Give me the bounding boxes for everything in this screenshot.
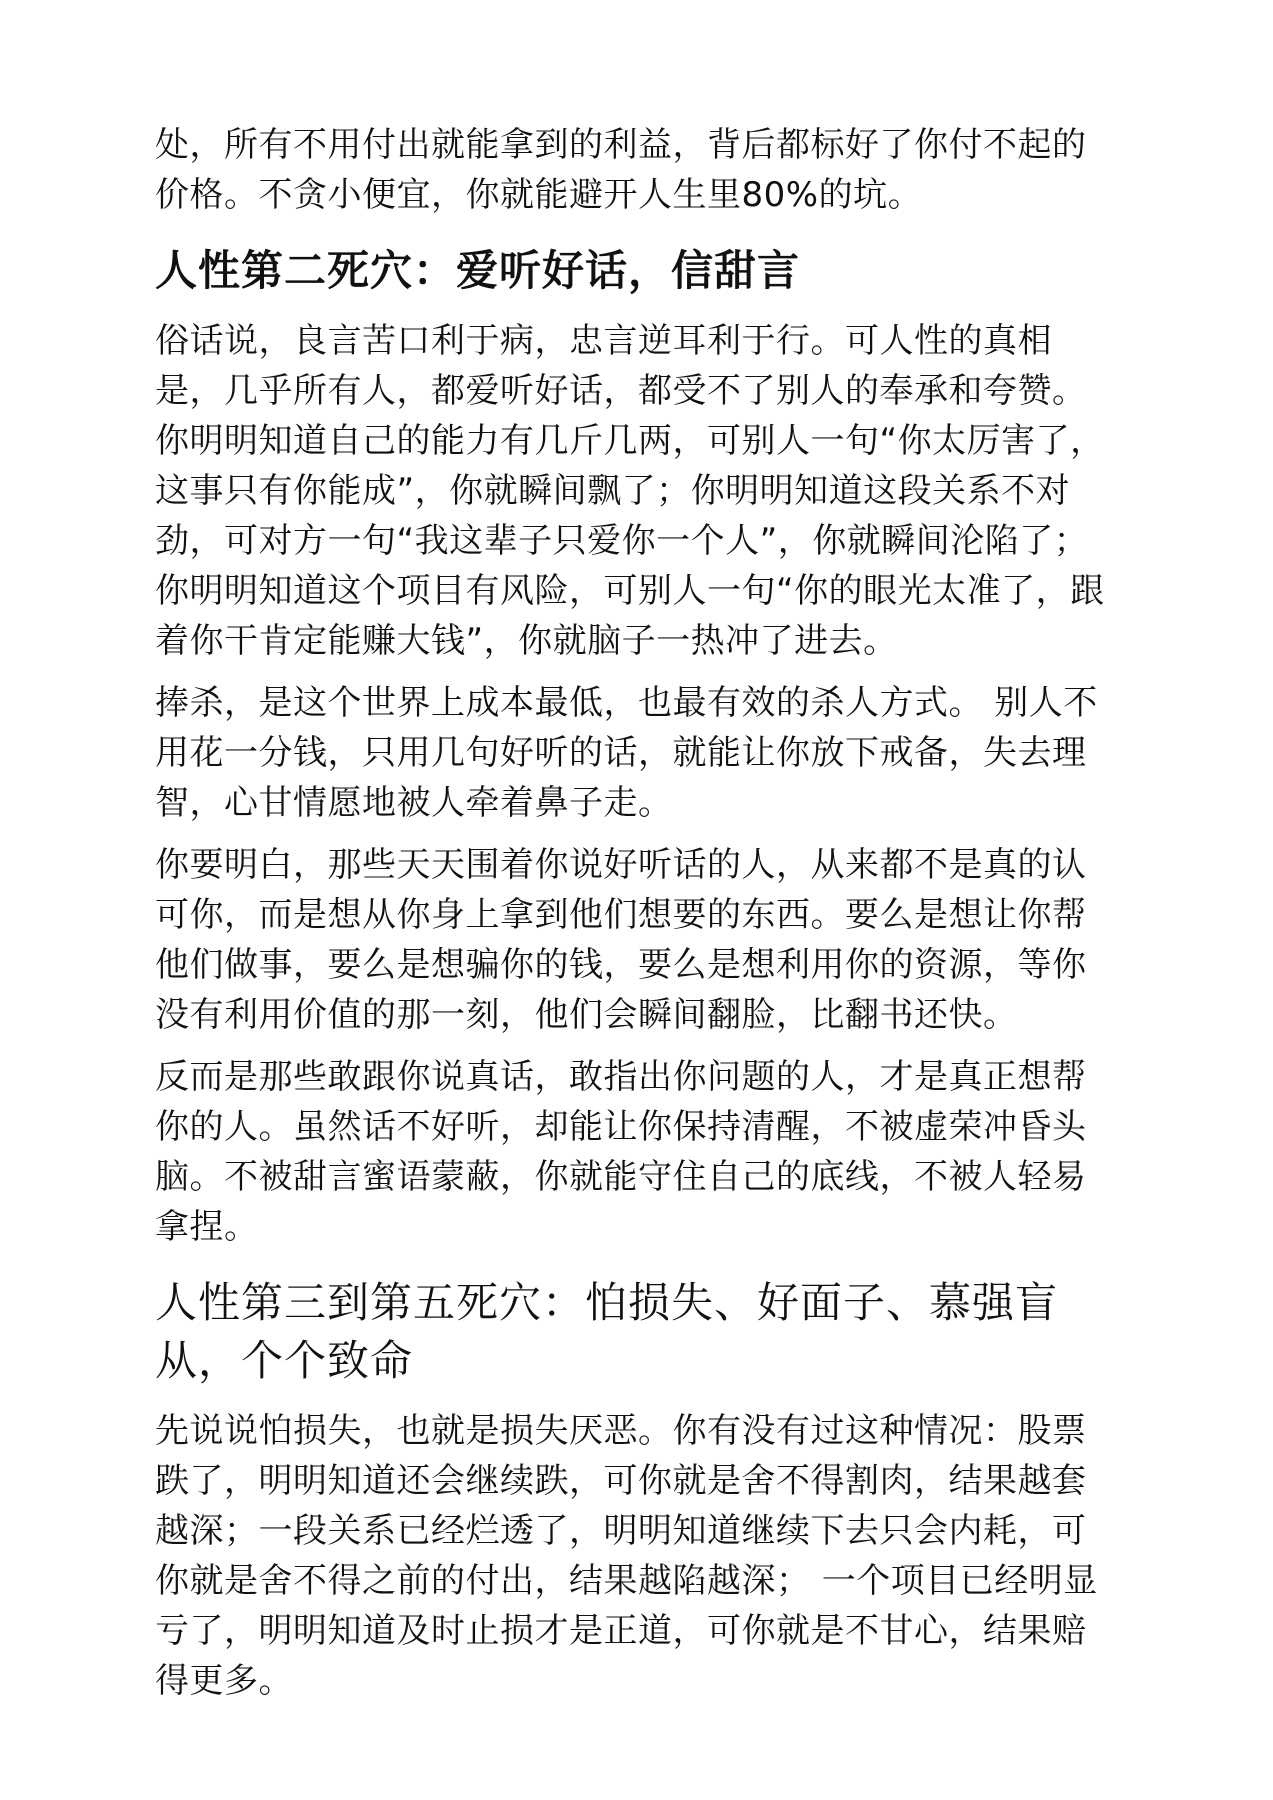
- paragraph-flattery-examples: 你明明知道自己的能力有几斤几两，可别人一句“你太厉害了，这事只有你能成”，你就瞬间飘了；你明明知道这段关系不对劲，可对方一句“我这辈子只爱你一个人”，你就瞬间沦陷了；你明明知道这个项目有风险，可别人一句“你的眼光太准了，跟着你干肯定能赚大钱”，你就脑子一热冲了进去。: [155, 421, 1105, 661]
- paragraph-flatterers-motive: 你要明白，那些天天围着你说好听话的人，从来都不是真的认可你，而是想从你身上拿到他们想要的东西。要么是想让你帮他们做事，要么是想骗你的钱，要么是想利用你的资源，等你没有利用价值的那一刻，他们会瞬间翻脸，比翻书还快。: [155, 845, 1087, 1035]
- paragraph-proverb: 俗话说，良言苦口利于病，忠言逆耳利于行。可人性的真相是，几乎所有人，都爱听好话，都受不了别人的奉承和夸赞。: [155, 321, 1087, 411]
- paragraph-loss-aversion: 先说说怕损失，也就是损失厌恶。你有没有过这种情况：股票跌了，明明知道还会继续跌，可你就是舍不得割肉，结果越套越深；一段关系已经烂透了，明明知道继续下去只会内耗，可你就是舍不得之前的付出，结果越陷越深； 一个项目已经明显亏了，明明知道及时止损才是正道，可你就是不甘心，结果赔得更多。: [155, 1411, 1098, 1701]
- section-heading-loss-face-conformity: 人性第三到第五死穴：怕损失、好面子、慕强盲从，个个致命: [155, 1278, 1059, 1385]
- section-heading-flattery: 人性第二死穴：爱听好话，信甜言: [155, 246, 801, 295]
- paragraph-greed-conclusion: 处，所有不用付出就能拿到的利益，背后都标好了你付不起的价格。不贪小便宜，你就能避开人生里80%的坑。: [155, 125, 1087, 215]
- paragraph-praise-killing: 捧杀，是这个世界上成本最低，也最有效的杀人方式。 别人不用花一分钱，只用几句好听的话，就能让你放下戒备，失去理智，心甘情愿地被人牵着鼻子走。: [155, 683, 1098, 823]
- document-page: [155, 120, 1120, 1718]
- paragraph-honest-friends: 反而是那些敢跟你说真话，敢指出你问题的人，才是真正想帮你的人。虽然话不好听，却能让你保持清醒，不被虚荣冲昏头脑。不被甜言蜜语蒙蔽，你就能守住自己的底线，不被人轻易拿捏。: [155, 1057, 1087, 1247]
